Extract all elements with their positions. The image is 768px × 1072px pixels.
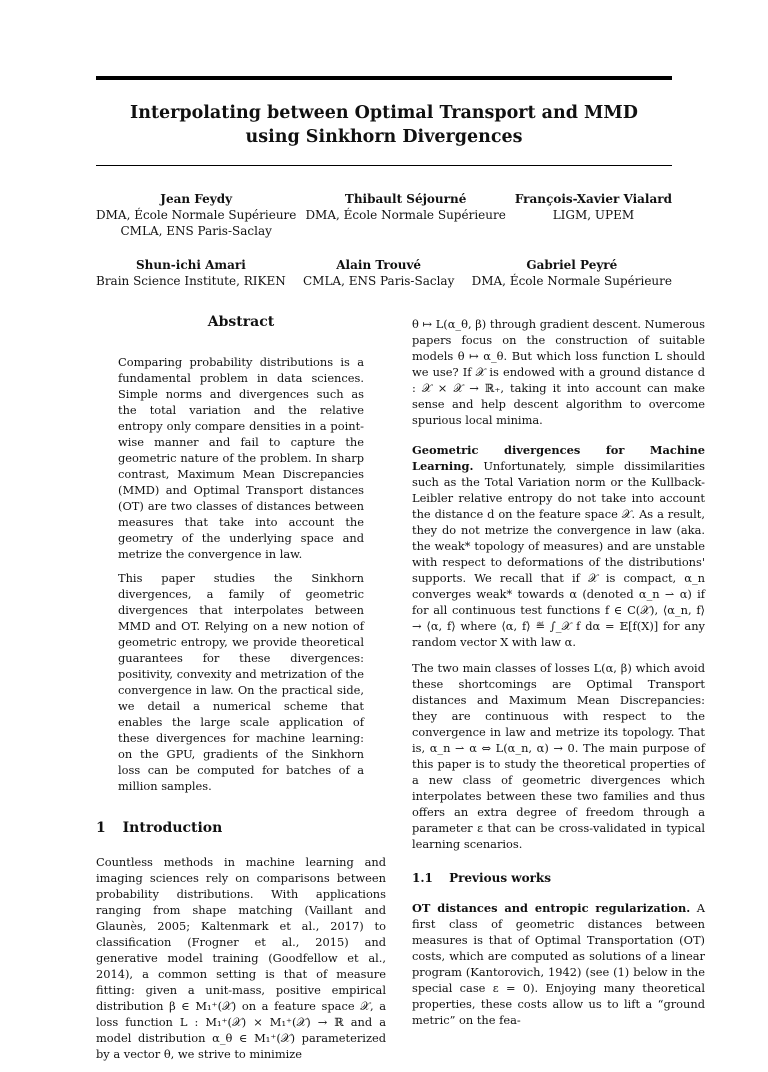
body-paragraph [412, 442, 705, 650]
author-affiliation: CMLA, ENS Paris-Saclay [120, 224, 272, 238]
abstract-heading: Abstract [207, 314, 275, 330]
section-number: 1 [96, 820, 106, 836]
author [472, 257, 672, 289]
author-name: Shun-ichi Amari [135, 258, 246, 272]
author-row-2 [96, 257, 672, 289]
author-affiliation: LIGM, UPEM [552, 208, 635, 222]
subsection-number: 1.1 [412, 871, 433, 885]
author [96, 257, 286, 289]
subsection-heading [412, 870, 705, 886]
section-title: Introduction [122, 820, 223, 836]
author-name: Alain Trouvé [336, 258, 422, 272]
intro-paragraph: Countless methods in machine learning and imaging sciences rely on comparisons between probability distributions. With applications ranging from shape matching (Vaillant and Glaunès, 2005; Kaltenmark et al., 2017) to classification (Frogner et al., 2015) and generative model training (Goodfellow et al., 2014), a common setting is that of measure fitting: given a unit-mass, positive empirical distribution β ∈ M₁⁺(𝒳) on a feature space 𝒳, a loss function L : M₁⁺(𝒳) × M₁⁺(𝒳) → ℝ and a model distribution α_θ ∈ M₁⁺(𝒳) parameterized by a vector θ, we strive to minimize [96, 855, 386, 1061]
abstract-paragraph: This paper studies the Sinkhorn divergences, a family of geometric divergences that interpolates between MMD and OT. Relying on a new notion of geometric entropy, we provide theoretical guarantees for these divergences: positivity, convexity and metrization of the convergence in law. On the practical side, we detail a numerical scheme that enables the large scale application of these divergences for machine learning: on the GPU, gradients of the Sinkhorn loss can be computed for batches of a million samples. [118, 571, 364, 793]
author-affiliation: DMA, École Normale Supérieure [96, 208, 297, 222]
author [305, 191, 505, 239]
abstract-body [96, 354, 386, 794]
section-heading [96, 820, 386, 836]
author-affiliation: Brain Science Institute, RIKEN [96, 274, 286, 288]
author-row-1 [96, 191, 672, 239]
author-affiliation: DMA, École Normale Supérieure [471, 274, 672, 288]
left-column [96, 312, 386, 1072]
author-name: François-Xavier Vialard [514, 192, 672, 206]
author-affiliation: CMLA, ENS Paris-Saclay [302, 274, 455, 288]
author-name: Jean Feydy [160, 192, 233, 206]
title-line-1: Interpolating between Optimal Transport and MMD [130, 103, 638, 123]
author-block [96, 191, 672, 307]
author-name: Thibault Séjourné [344, 192, 467, 206]
subsection-title: Previous works [449, 871, 551, 885]
paragraph-text: A first class of geometric distances between measures is that of Optimal Transportation (OT) costs, which are computed as solutions of a linear program (Kantorovich, 1942) (see (1) below in the special case ε = 0). Enjoying many theoretical properties, these costs allow us to lift a “ground metric” on the fea- [412, 901, 705, 1027]
paper-title [96, 101, 672, 149]
author-name: Gabriel Peyré [526, 258, 618, 272]
title-rule [96, 165, 672, 166]
author [515, 191, 672, 239]
run-in-heading: Geometric divergences for Machine Learning. [412, 443, 705, 473]
author-affiliation: DMA, École Normale Supérieure [305, 208, 506, 222]
author [303, 257, 454, 289]
right-column [412, 316, 705, 1038]
paragraph-text: Unfortunately, simple dissimilarities such as the Total Variation norm or the Kullback-Leibler relative entropy do not take into account the distance d on the feature space 𝒳. As a result, they do not metrize the convergence in law (aka. the weak* topology of measures) and are unstable with respect to deformations of the distributions' supports. We recall that if 𝒳 is compact, α_n converges weak* towards α (denoted α_n ⇀ α) if for all continuous test functions f ∈ C(𝒳), ⟨α_n, f⟩ → ⟨α, f⟩ where ⟨α, f⟩ ≝ ∫_𝒳 f dα = 𝔼[f(X)] for any random vector X with law α. [412, 459, 705, 649]
top-rule [96, 76, 672, 80]
run-in-heading: OT distances and entropic regularization. [412, 901, 691, 915]
author [96, 191, 296, 239]
title-line-2: using Sinkhorn Divergences [245, 127, 523, 147]
body-paragraph: The two main classes of losses L(α, β) which avoid these shortcomings are Optimal Transport distances and Maximum Mean Discrepancies: they are continuous with respect to the convergence in law and metrize its topology. That is, α_n ⇀ α ⇔ L(α_n, α) → 0. The main purpose of this paper is to study the theoretical properties of a new class of geometric divergences which interpolates between these two families and thus offers an extra degree of freedom through a parameter ε that can be cross-validated in typical learning scenarios. [412, 661, 705, 851]
body-paragraph: θ ↦ L(α_θ, β) through gradient descent. Numerous papers focus on the construction of suitable models θ ↦ α_θ. But which loss function L should we use? If 𝒳 is endowed with a ground distance d : 𝒳 × 𝒳 → ℝ₊, taking it into account can make sense and help descent algorithm to overcome spurious local minima. [412, 317, 705, 427]
body-paragraph [412, 900, 705, 1028]
abstract-paragraph: Comparing probability distributions is a fundamental problem in data sciences. Simple norms and divergences such as the total variation and the relative entropy only compare densities in a point-wise manner and fail to capture the geometric nature of the problem. In sharp contrast, Maximum Mean Discrepancies (MMD) and Optimal Transport distances (OT) are two classes of distances between measures that take into account the geometry of the underlying space and metrize the convergence in law. [118, 355, 364, 561]
